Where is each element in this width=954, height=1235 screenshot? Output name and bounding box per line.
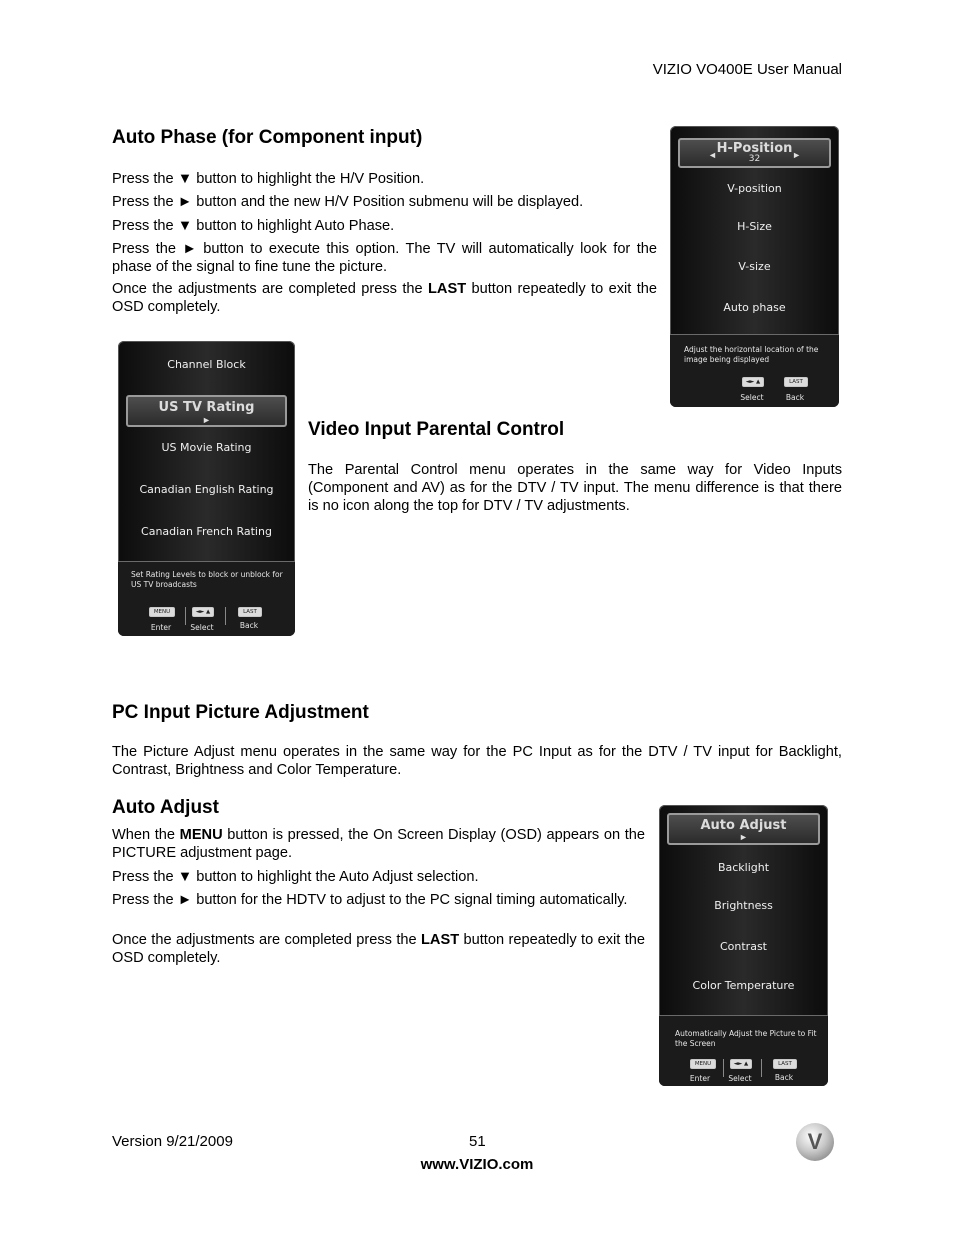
back-caption: Back: [785, 393, 805, 402]
right-arrow-icon: ►: [739, 832, 748, 842]
arrows-key-icon: ◄► ▲: [730, 1059, 752, 1069]
back-caption: Back: [239, 621, 259, 630]
right-arrow-icon: ►: [202, 415, 211, 425]
footer-version: Version 9/21/2009: [112, 1133, 233, 1150]
osd-selected-label: US TV Rating: [158, 400, 255, 415]
osd-item-h-size: H-Size: [737, 220, 772, 233]
osd-item-backlight: Backlight: [717, 861, 770, 874]
osd-item-channel-block: Channel Block: [167, 358, 246, 371]
auto-phase-step-3: Press the ▼ button to highlight Auto Phase.: [112, 218, 395, 234]
select-caption: Select: [740, 393, 764, 402]
osd-parental-menu: [118, 341, 295, 636]
pc-picture-heading: PC Input Picture Adjustment: [112, 702, 369, 723]
footer-page-number: 51: [469, 1133, 486, 1150]
divider: [225, 607, 226, 625]
osd-item-auto-phase: Auto phase: [723, 301, 786, 314]
auto-adjust-step-1: When the MENU button is pressed, the On Screen Display (OSD) appears on the PICTURE adjustment page.: [112, 827, 645, 861]
osd-help-text: Set Rating Levels to block or unblock for US TV broadcasts: [131, 570, 283, 589]
auto-adjust-step-4: Once the adjustments are completed press the LAST button repeatedly to exit the OSD completely.: [112, 932, 645, 966]
osd-selected-item: [667, 813, 820, 845]
osd-item-contrast: Contrast: [719, 940, 767, 953]
select-caption: Select: [190, 623, 214, 632]
last-key-icon: LAST: [784, 377, 808, 387]
auto-adjust-heading: Auto Adjust: [112, 797, 219, 818]
vizio-logo-icon: V: [796, 1123, 834, 1161]
osd-item-us-movie-rating: US Movie Rating: [161, 441, 252, 454]
last-key-icon: LAST: [773, 1059, 797, 1069]
arrows-key-icon: ◄► ▲: [742, 377, 764, 387]
auto-phase-step-5: Once the adjustments are completed press the LAST button repeatedly to exit the OSD completely.: [112, 281, 657, 315]
auto-phase-step-2: Press the ► button and the new H/V Position submenu will be displayed.: [112, 194, 584, 210]
enter-caption: Enter: [689, 1074, 711, 1083]
osd-item-canadian-french-rating: Canadian French Rating: [141, 525, 272, 538]
divider: [761, 1059, 762, 1077]
osd-item-canadian-english-rating: Canadian English Rating: [139, 483, 274, 496]
osd-help-panel: [118, 561, 295, 636]
back-caption: Back: [774, 1073, 794, 1082]
osd-help-text: Automatically Adjust the Picture to Fit the Screen: [675, 1029, 817, 1048]
left-arrow-icon: ◄: [708, 150, 717, 160]
arrows-key-icon: ◄► ▲: [192, 607, 214, 617]
osd-item-v-position: V-position: [727, 182, 782, 195]
select-caption: Select: [728, 1074, 752, 1083]
video-parental-heading: Video Input Parental Control: [308, 419, 565, 440]
osd-help-text: Adjust the horizontal location of the image being displayed: [684, 345, 819, 364]
osd-selected-item: [678, 138, 831, 168]
enter-caption: Enter: [150, 623, 172, 632]
menu-key-icon: MENU: [149, 607, 175, 617]
osd-selected-label: Auto Adjust: [700, 818, 787, 833]
osd-item-color-temperature: Color Temperature: [692, 979, 795, 992]
auto-adjust-step-2: Press the ▼ button to highlight the Auto Adjust selection.: [112, 869, 479, 885]
osd-hposition-menu: [670, 126, 839, 407]
right-arrow-icon: ►: [792, 150, 801, 160]
auto-phase-step-1: Press the ▼ button to highlight the H/V Position.: [112, 171, 425, 187]
pc-picture-text: The Picture Adjust menu operates in the same way for the PC Input as for the DTV / TV input for Backlight, Contrast, Brightness and Color Temperature.: [112, 744, 842, 778]
document-header-title: VIZIO VO400E User Manual: [652, 61, 842, 78]
osd-item-v-size: V-size: [738, 260, 771, 273]
osd-help-panel: [659, 1015, 828, 1086]
osd-selected-value: 32: [748, 154, 761, 164]
osd-autoadjust-menu: [659, 805, 828, 1086]
osd-item-brightness: Brightness: [714, 899, 773, 912]
osd-selected-item: [126, 395, 287, 427]
last-key-icon: LAST: [238, 607, 262, 617]
menu-key-icon: MENU: [690, 1059, 716, 1069]
auto-phase-step-4: Press the ► button to execute this option. The TV will automatically look for the phase of the signal to fine tune the picture.: [112, 241, 657, 275]
footer-url[interactable]: www.VIZIO.com: [420, 1156, 534, 1173]
auto-adjust-step-3: Press the ► button for the HDTV to adjust to the PC signal timing automatically.: [112, 892, 628, 908]
osd-help-panel: [670, 334, 839, 407]
auto-phase-heading: Auto Phase (for Component input): [112, 127, 423, 148]
osd-selected-label: H-Position: [716, 141, 793, 156]
video-parental-text: The Parental Control menu operates in the same way for Video Inputs (Component and AV) as for the DTV / TV input. The menu difference is that there is no icon along the top for DTV / TV adjustments.: [308, 462, 842, 514]
